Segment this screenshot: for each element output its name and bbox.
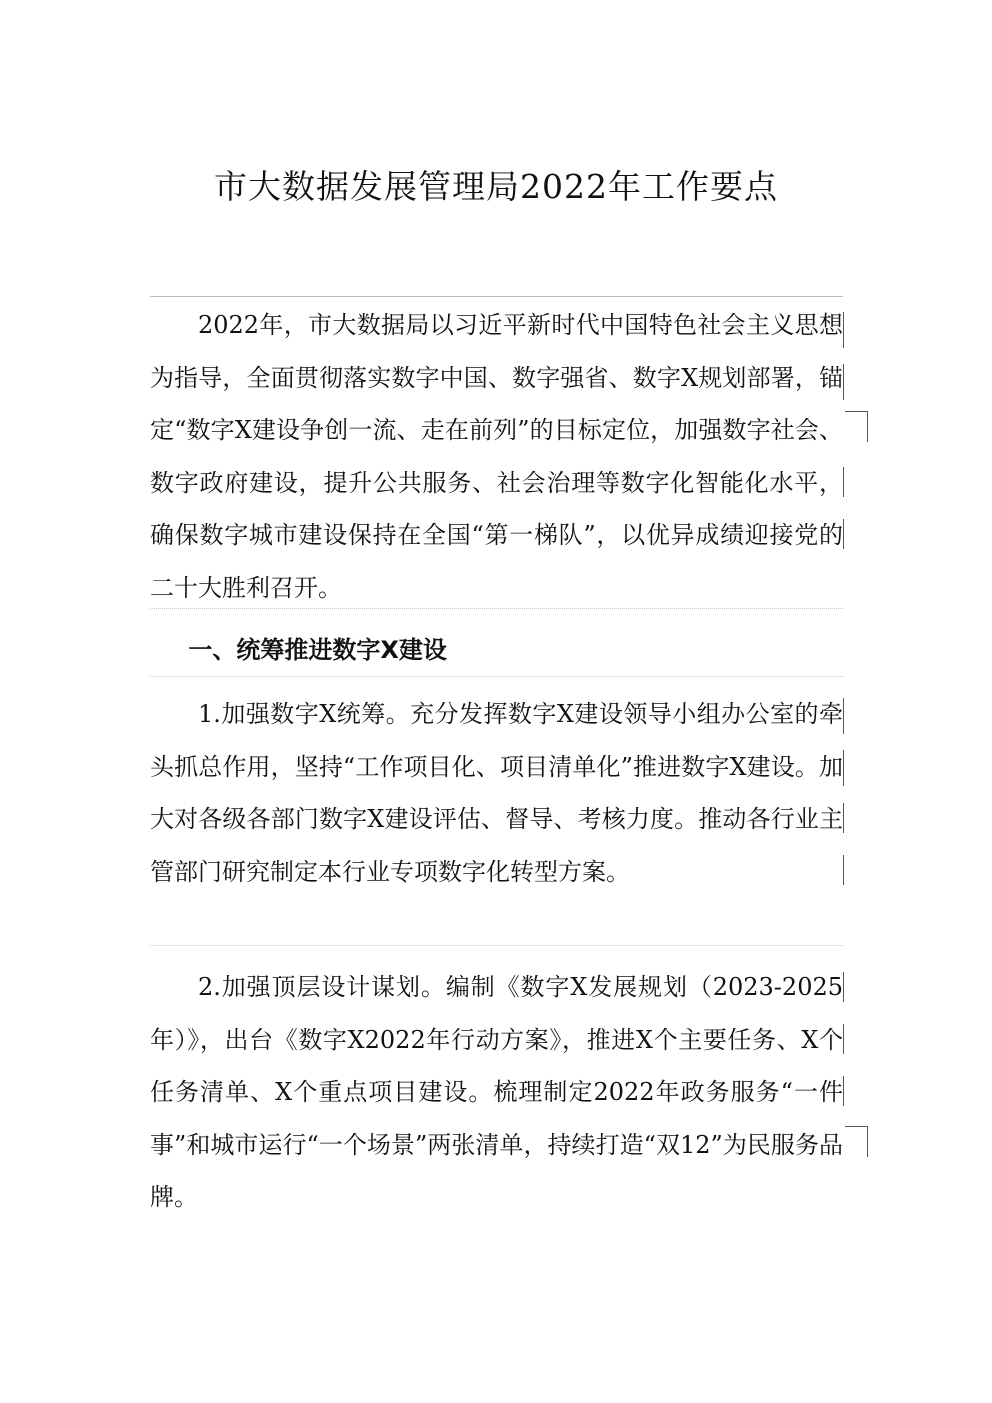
intro-paragraph: 2022年，市大数据局以习近平新时代中国特色社会主义思想为指导，全面贯彻落实数字中国、数字强省、数字X规划部署，锚定“数字X建设争创一流、走在前列”的目标定位，加强数字社会、数字政府建设，提升公共服务、社会治理等数字化智能化水平，确保数字城市建设保持在全国“第一梯队”，以优异成绩迎接党的二十大胜利召开。: [150, 311, 843, 602]
divider: [150, 296, 843, 297]
divider: [150, 945, 843, 946]
divider: [150, 676, 843, 677]
revision-mark: [845, 411, 868, 442]
item-paragraph-1: 1.加强数字X统筹。充分发挥数字X建设领导小组办公室的牵头抓总作用，坚持“工作项目化、项目清单化”推进数字X建设。加大对各级各部门数字X建设评估、督导、考核力度。推动各行业主管部门研究制定本行业专项数字化转型方案。: [150, 700, 843, 886]
document-title: 市大数据发展管理局2022年工作要点: [214, 167, 778, 206]
revision-bar: [843, 1076, 844, 1106]
revision-bar: [843, 519, 844, 549]
section-heading: 一、统筹推进数字X建设: [188, 636, 447, 664]
revision-bar: [843, 855, 844, 885]
divider: [150, 608, 843, 609]
revision-bar: [843, 750, 844, 786]
revision-bar: [843, 972, 844, 1002]
revision-mark: [845, 1126, 868, 1157]
revision-bar: [843, 1024, 844, 1054]
revision-bar: [843, 803, 844, 833]
revision-bar: [843, 698, 844, 734]
item-paragraph-2: 2.加强顶层设计谋划。编制《数字X发展规划（2023-2025年）》，出台《数字X2022年行动方案》，推进X个主要任务、X个任务清单、X个重点项目建设。梳理制定2022年政务服务“一件事”和城市运行“一个场景”两张清单，持续打造“双12”为民服务品牌。: [150, 973, 843, 1211]
revision-bar: [843, 364, 844, 400]
revision-bar: [843, 312, 844, 348]
revision-bar: [843, 467, 844, 497]
